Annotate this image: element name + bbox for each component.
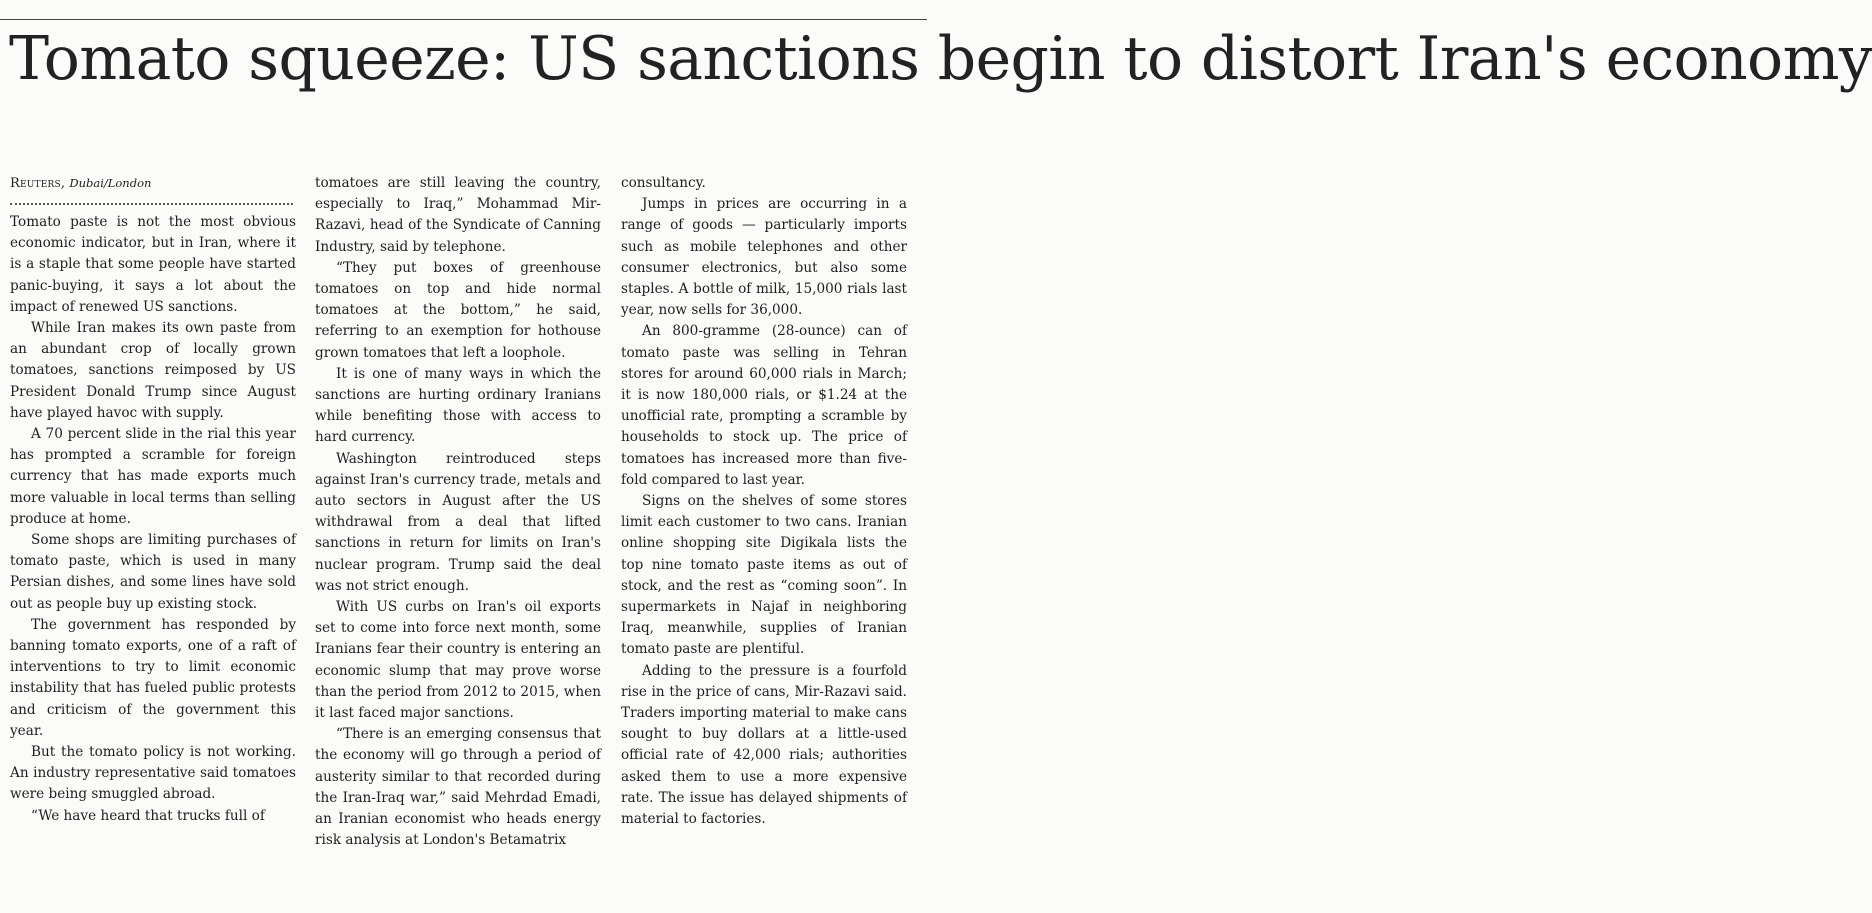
top-rule	[0, 19, 927, 20]
paragraph: Washington reintroduced steps against Iran's currency trade, metals and auto sectors in August after the US withdrawal from a deal that lifted sanctions in return for limits on Iran's nuclear program. Trump said the deal was not strict enough.	[315, 450, 601, 594]
paragraph: It is one of many ways in which the sanctions are hurting ordinary Iranians while benefiting those with access to hard currency.	[315, 365, 601, 446]
paragraph: Adding to the pressure is a fourfold rise in the price of cans, Mir-Razavi said. Traders importing material to make cans sought to buy dollars at a little-used official rate of 42,000 rials; authorities asked them to use a more expensive rate. The issue has delayed shipments of material to factories.	[621, 662, 907, 828]
paragraph: The government has responded by banning tomato exports, one of a raft of interventions to try to limit economic instability that has fueled public protests and criticism of the government this year.	[10, 616, 296, 739]
dotted-divider	[10, 198, 293, 205]
paragraph: “We have heard that trucks full of	[31, 807, 265, 824]
paragraph: Some shops are limiting purchases of tomato paste, which is used in many Persian dishes, and some lines have sold out as people buy up existing stock.	[10, 532, 296, 612]
paragraph: “They put boxes of greenhouse tomatoes on top and hide normal tomatoes at the bottom,” he said, referring to an exemption for hothouse grown tomatoes that left a loophole.	[315, 259, 601, 361]
paragraph: An 800-gramme (28-ounce) can of tomato paste was selling in Tehran stores for around 60,000 rials in March; it is now 180,000 rials, or $1.24 at the unofficial rate, prompting a scramble by households to stock up. The price of tomatoes has increased more than five-fold compared to last year.	[621, 323, 907, 488]
article-column-1	[10, 173, 296, 827]
paragraph: A 70 percent slide in the rial this year has prompted a scramble for foreign currency that has made exports much more valuable in local terms than selling produce at home.	[10, 426, 296, 527]
byline	[10, 173, 296, 194]
paragraph: With US curbs on Iran's oil exports set to come into force next month, some Iranians fear their country is entering an economic slump that may prove worse than the period from 2012 to 2015, when it last faced major sanctions.	[315, 599, 601, 722]
paragraph: Tomato paste is not the most obvious economic indicator, but in Iran, where it is a staple that some people have started panic-buying, it says a lot about the impact of renewed US sanctions.	[10, 214, 296, 315]
article-column-2	[315, 173, 601, 852]
paragraph: While Iran makes its own paste from an abundant crop of locally grown tomatoes, sanctions reimposed by US President Donald Trump since August have played havoc with supply.	[10, 320, 296, 421]
headline: Tomato squeeze: US sanctions begin to distort Iran's economy	[9, 24, 1872, 94]
byline-agency: Reuters,	[10, 176, 66, 191]
paragraph: “There is an emerging consensus that the economy will go through a period of austerity similar to that recorded during the Iran-Iraq war,” said Mehrdad Emadi, an Iranian economist who heads energy risk analysis at London's Betamatrix	[315, 726, 601, 849]
paragraph: tomatoes are still leaving the country, especially to Iraq,” Mohammad Mir-Razavi, head of the Syndicate of Canning Industry, said by telephone.	[315, 175, 601, 255]
paragraph: Signs on the shelves of some stores limit each customer to two cans. Iranian online shopping site Digikala lists the top nine tomato paste items as out of stock, and the rest as “coming soon”. In supermarkets in Najaf in neighboring Iraq, meanwhile, supplies of Iranian tomato paste are plentiful.	[621, 493, 907, 658]
paragraph: consultancy.	[621, 175, 706, 191]
paragraph: Jumps in prices are occurring in a range of goods — particularly imports such as mobile telephones and other consumer electronics, but also some staples. A bottle of milk, 15,000 rials last year, now sells for 36,000.	[621, 196, 907, 319]
article-column-3	[621, 173, 907, 830]
paragraph: But the tomato policy is not working. An industry representative said tomatoes were being smuggled abroad.	[10, 744, 296, 803]
byline-location: Dubai/London	[69, 176, 152, 190]
